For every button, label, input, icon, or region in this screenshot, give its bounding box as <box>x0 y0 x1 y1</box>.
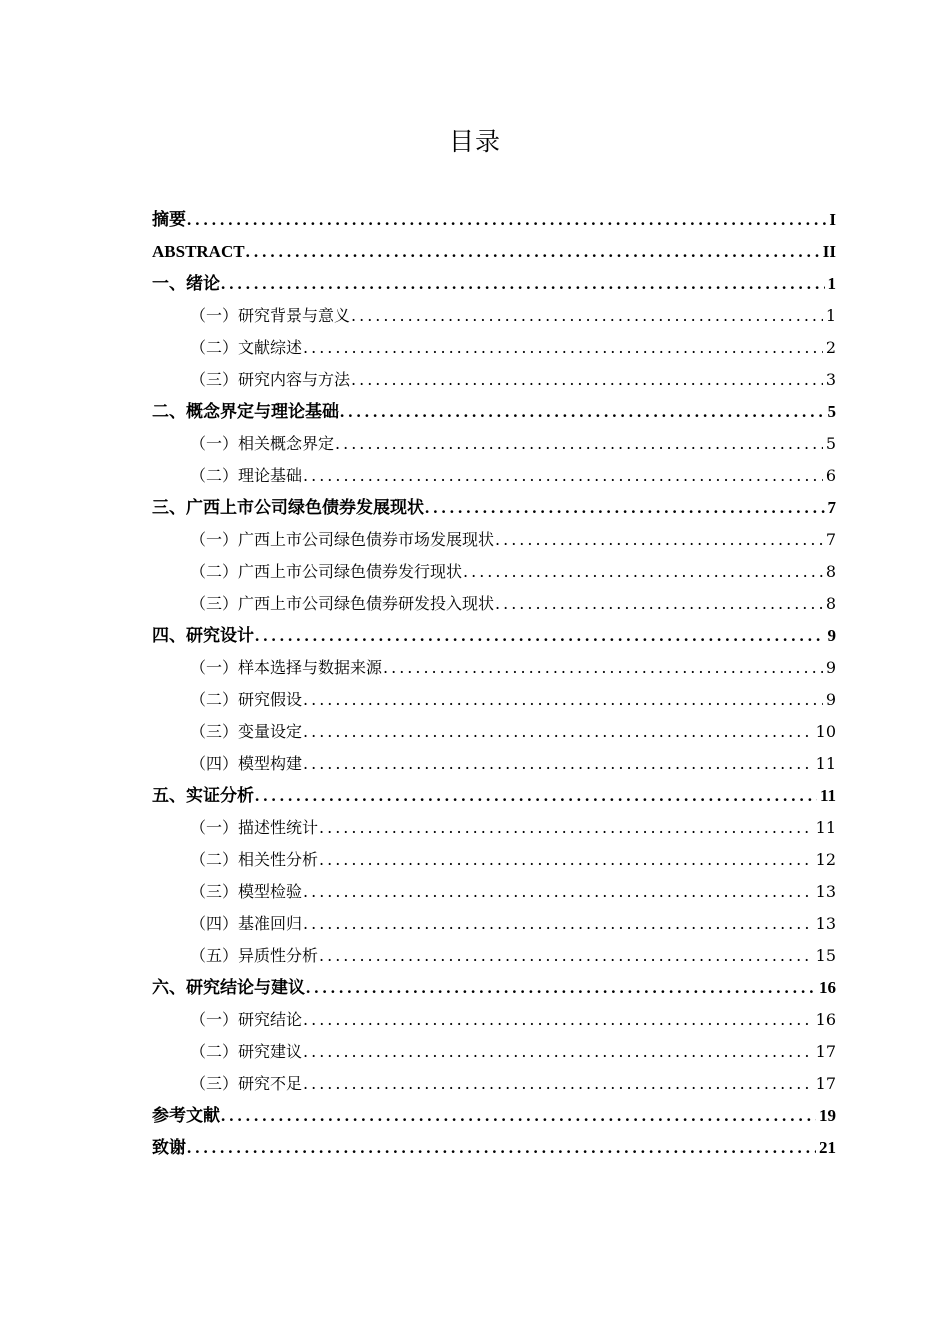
toc-dot-leader <box>255 620 825 652</box>
toc-entry-number: （一） <box>190 818 239 837</box>
toc-dot-leader <box>303 748 813 780</box>
toc-entry[interactable] <box>152 908 836 940</box>
toc-entry-page-number: 17 <box>815 1042 836 1061</box>
toc-entry-number: （三） <box>190 722 239 741</box>
toc-entry-page-number: 7 <box>827 498 836 517</box>
toc-entry[interactable] <box>152 1036 836 1068</box>
toc-entry[interactable] <box>152 1004 836 1036</box>
toc-entry-page-number: 6 <box>825 466 836 485</box>
toc-entry-title: 相关性分析 <box>238 850 319 869</box>
toc-entry-page-number: 3 <box>825 370 836 389</box>
toc-entry-number: （一） <box>190 1010 239 1029</box>
toc-entry-title: 变量设定 <box>238 722 303 741</box>
toc-dot-leader <box>246 236 820 268</box>
toc-dot-leader <box>351 364 823 396</box>
toc-entry[interactable] <box>152 716 836 748</box>
toc-dot-leader <box>303 332 823 364</box>
toc-dot-leader <box>319 940 813 972</box>
toc-dot-leader <box>303 460 823 492</box>
toc-entry-title: 模型构建 <box>238 754 303 773</box>
toc-entry-title: 研究内容与方法 <box>238 370 351 389</box>
toc-entry-number: 三、 <box>152 498 186 517</box>
toc-entry-page-number: 15 <box>815 946 836 965</box>
toc-dot-leader <box>495 588 823 620</box>
toc-dot-leader <box>303 1036 813 1068</box>
toc-dot-leader <box>495 524 823 556</box>
toc-entry-number: （二） <box>190 562 239 581</box>
toc-entry-number: （三） <box>190 594 239 613</box>
toc-entry-number: 六、 <box>152 978 186 997</box>
toc-entry[interactable] <box>152 652 836 684</box>
toc-entry-title: 广西上市公司绿色债券发展现状 <box>186 498 424 517</box>
toc-entry-page-number: 11 <box>815 818 836 837</box>
toc-entry[interactable] <box>152 300 836 332</box>
toc-entry-number: （二） <box>190 690 239 709</box>
toc-entry[interactable] <box>152 876 836 908</box>
toc-entry[interactable] <box>152 492 836 524</box>
toc-entry-title: 致谢 <box>152 1138 186 1157</box>
toc-entry-page-number: 19 <box>819 1106 836 1125</box>
toc-dot-leader <box>221 268 825 300</box>
toc-entry[interactable] <box>152 428 836 460</box>
toc-entry-number: （三） <box>190 370 239 389</box>
toc-entry[interactable] <box>152 524 836 556</box>
toc-entry-number: （一） <box>190 530 239 549</box>
toc-entry[interactable] <box>152 364 836 396</box>
toc-dot-leader <box>187 204 826 236</box>
toc-entry-title: 相关概念界定 <box>238 434 335 453</box>
toc-entry[interactable] <box>152 396 836 428</box>
toc-entry[interactable] <box>152 940 836 972</box>
toc-dot-leader <box>303 1004 813 1036</box>
toc-entry-page-number: 8 <box>825 594 836 613</box>
toc-dot-leader <box>319 812 813 844</box>
toc-entry[interactable] <box>152 268 836 300</box>
toc-entry-page-number: 9 <box>825 658 836 677</box>
toc-entry-page-number: 13 <box>815 914 836 933</box>
toc-entry[interactable] <box>152 236 836 268</box>
toc-entry[interactable] <box>152 620 836 652</box>
toc-dot-leader <box>351 300 823 332</box>
toc-entry-number: （二） <box>190 338 239 357</box>
toc-dot-leader <box>255 780 817 812</box>
toc-entry-page-number: 8 <box>825 562 836 581</box>
toc-entry-title: 研究设计 <box>186 626 254 645</box>
toc-entry[interactable] <box>152 972 836 1004</box>
toc-entry-title: 样本选择与数据来源 <box>238 658 383 677</box>
toc-entry-page-number: 11 <box>815 754 836 773</box>
toc-entry-number: （一） <box>190 434 239 453</box>
toc-entry-number: （五） <box>190 946 239 965</box>
toc-dot-leader <box>221 1100 816 1132</box>
toc-entry-number: 一、 <box>152 274 186 293</box>
toc-entry-page-number: 21 <box>819 1138 836 1157</box>
toc-dot-leader <box>340 396 825 428</box>
toc-entry-number: （一） <box>190 306 239 325</box>
toc-entry-number: 五、 <box>152 786 186 805</box>
toc-entry-title: 理论基础 <box>238 466 303 485</box>
toc-entry-title: 异质性分析 <box>238 946 319 965</box>
toc-entry-title: 模型检验 <box>238 882 303 901</box>
toc-entry-title: 摘要 <box>152 210 186 229</box>
toc-dot-leader <box>187 1132 816 1164</box>
toc-dot-leader <box>303 1068 813 1100</box>
toc-entry-title: 概念界定与理论基础 <box>186 402 339 421</box>
toc-entry[interactable] <box>152 1068 836 1100</box>
toc-entry[interactable] <box>152 684 836 716</box>
toc-entry-page-number: I <box>829 210 836 229</box>
toc-dot-leader <box>303 716 813 748</box>
toc-entry-number: （一） <box>190 658 239 677</box>
toc-entry-title: 研究假设 <box>238 690 303 709</box>
toc-entry-page-number: 9 <box>825 690 836 709</box>
toc-entry[interactable] <box>152 204 836 236</box>
toc-entry[interactable] <box>152 780 836 812</box>
toc-entry-title: ABSTRACT <box>152 242 245 261</box>
toc-dot-leader <box>303 684 823 716</box>
toc-entry-number: 四、 <box>152 626 186 645</box>
toc-entry-page-number: 13 <box>815 882 836 901</box>
toc-entry-page-number: 1 <box>827 274 836 293</box>
toc-dot-leader <box>335 428 823 460</box>
toc-entry-title: 研究不足 <box>238 1074 303 1093</box>
toc-entry-title: 绪论 <box>186 274 220 293</box>
toc-entry-page-number: 17 <box>815 1074 836 1093</box>
toc-entry-title: 广西上市公司绿色债券发行现状 <box>238 562 463 581</box>
table-of-contents <box>152 204 836 1164</box>
toc-dot-leader <box>425 492 825 524</box>
page-title: 目录 <box>448 127 501 156</box>
toc-entry-page-number: 10 <box>815 722 836 741</box>
toc-entry-page-number: 16 <box>819 978 836 997</box>
toc-entry-number: （三） <box>190 1074 239 1093</box>
toc-entry-page-number: 16 <box>815 1010 836 1029</box>
toc-entry-title: 参考文献 <box>152 1106 220 1125</box>
toc-entry-title: 研究背景与意义 <box>238 306 351 325</box>
toc-entry[interactable] <box>152 588 836 620</box>
toc-entry-page-number: 7 <box>825 530 836 549</box>
toc-entry-page-number: 12 <box>815 850 836 869</box>
toc-entry-title: 广西上市公司绿色债券市场发展现状 <box>238 530 495 549</box>
toc-entry-number: （四） <box>190 914 239 933</box>
toc-entry-title: 基准回归 <box>238 914 303 933</box>
toc-entry-number: （二） <box>190 466 239 485</box>
toc-entry-page-number: 2 <box>825 338 836 357</box>
toc-entry[interactable] <box>152 844 836 876</box>
toc-dot-leader <box>306 972 816 1004</box>
toc-entry[interactable] <box>152 556 836 588</box>
toc-entry[interactable] <box>152 812 836 844</box>
toc-dot-leader <box>319 844 813 876</box>
toc-entry-title: 文献综述 <box>238 338 303 357</box>
toc-dot-leader <box>383 652 823 684</box>
toc-entry-title: 研究建议 <box>238 1042 303 1061</box>
toc-dot-leader <box>463 556 823 588</box>
toc-entry-page-number: 1 <box>825 306 836 325</box>
toc-entry[interactable] <box>152 460 836 492</box>
toc-entry-title: 描述性统计 <box>238 818 319 837</box>
toc-entry-number: （四） <box>190 754 239 773</box>
toc-entry[interactable] <box>152 1132 836 1164</box>
toc-entry[interactable] <box>152 332 836 364</box>
toc-entry-page-number: 11 <box>819 786 836 805</box>
toc-dot-leader <box>303 908 813 940</box>
toc-entry-title: 广西上市公司绿色债券研发投入现状 <box>238 594 495 613</box>
toc-entry-number: （二） <box>190 1042 239 1061</box>
toc-entry-page-number: 9 <box>827 626 836 645</box>
toc-entry[interactable] <box>152 1100 836 1132</box>
toc-entry-page-number: 5 <box>827 402 836 421</box>
toc-entry-number: （二） <box>190 850 239 869</box>
toc-entry-page-number: 5 <box>825 434 836 453</box>
toc-entry-number: （三） <box>190 882 239 901</box>
toc-entry-page-number: II <box>822 242 836 261</box>
toc-entry[interactable] <box>152 748 836 780</box>
toc-entry-title: 研究结论与建议 <box>186 978 305 997</box>
toc-dot-leader <box>303 876 813 908</box>
toc-entry-title: 研究结论 <box>238 1010 303 1029</box>
toc-entry-number: 二、 <box>152 402 186 421</box>
toc-entry-title: 实证分析 <box>186 786 254 805</box>
